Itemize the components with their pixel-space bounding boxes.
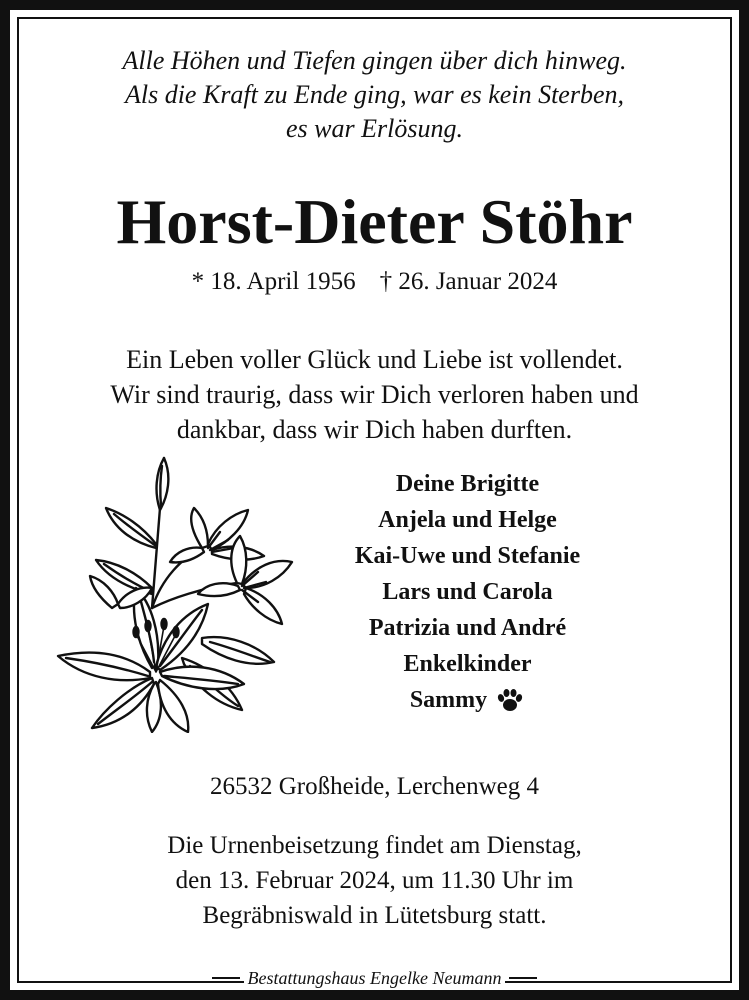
verse-line: dankbar, dass wir Dich haben durften.	[176, 415, 573, 444]
verse-line: Ein Leben voller Glück und Liebe ist vollendet.	[126, 345, 623, 374]
ceremony-line: Die Urnenbeisetzung findet am Dienstag,	[167, 832, 582, 859]
mourner-line: Lars und Carola	[382, 579, 553, 605]
motto-line: Als die Kraft zu Ende ging, war es kein Sterben,	[124, 80, 624, 109]
lily-flower-illustration	[52, 448, 302, 733]
motto-line: Alle Höhen und Tiefen gingen über dich hinweg.	[122, 46, 627, 75]
footer-rule-left	[212, 977, 240, 979]
pet-line	[300, 682, 635, 718]
verse	[0, 342, 749, 447]
verse-line: Wir sind traurig, dass wir Dich verloren haben und	[110, 380, 639, 409]
mourner-line: Deine Brigitte	[395, 471, 540, 497]
mourner-line: Anjela und Helge	[378, 507, 557, 533]
funeral-home-name: Bestattungshaus Engelke Neumann	[244, 968, 506, 989]
birth-date: * 18. April 1956	[191, 268, 356, 295]
motto-line: es war Erlösung.	[286, 114, 463, 143]
mourner-line: Patrizia und André	[368, 615, 567, 641]
motto	[0, 44, 749, 146]
ceremony-line: Begräbniswald in Lütetsburg statt.	[202, 902, 547, 929]
deceased-name: Horst-Dieter Stöhr	[116, 186, 633, 257]
mourner-line: Enkelkinder	[403, 651, 532, 677]
mourners	[300, 466, 635, 718]
footer-rule-right	[509, 977, 537, 979]
mourner-line: Kai-Uwe und Stefanie	[354, 543, 581, 569]
footer	[0, 965, 749, 991]
address: 26532 Großheide, Lerchenweg 4	[209, 773, 540, 800]
paw-print-icon	[495, 685, 525, 715]
ceremony-line: den 13. Februar 2024, um 11.30 Uhr im	[175, 867, 574, 894]
pet-name: Sammy	[409, 687, 488, 713]
pet	[410, 682, 525, 718]
ceremony-notice	[0, 828, 749, 933]
death-date: † 26. Januar 2024	[379, 268, 558, 295]
life-dates	[0, 266, 749, 298]
